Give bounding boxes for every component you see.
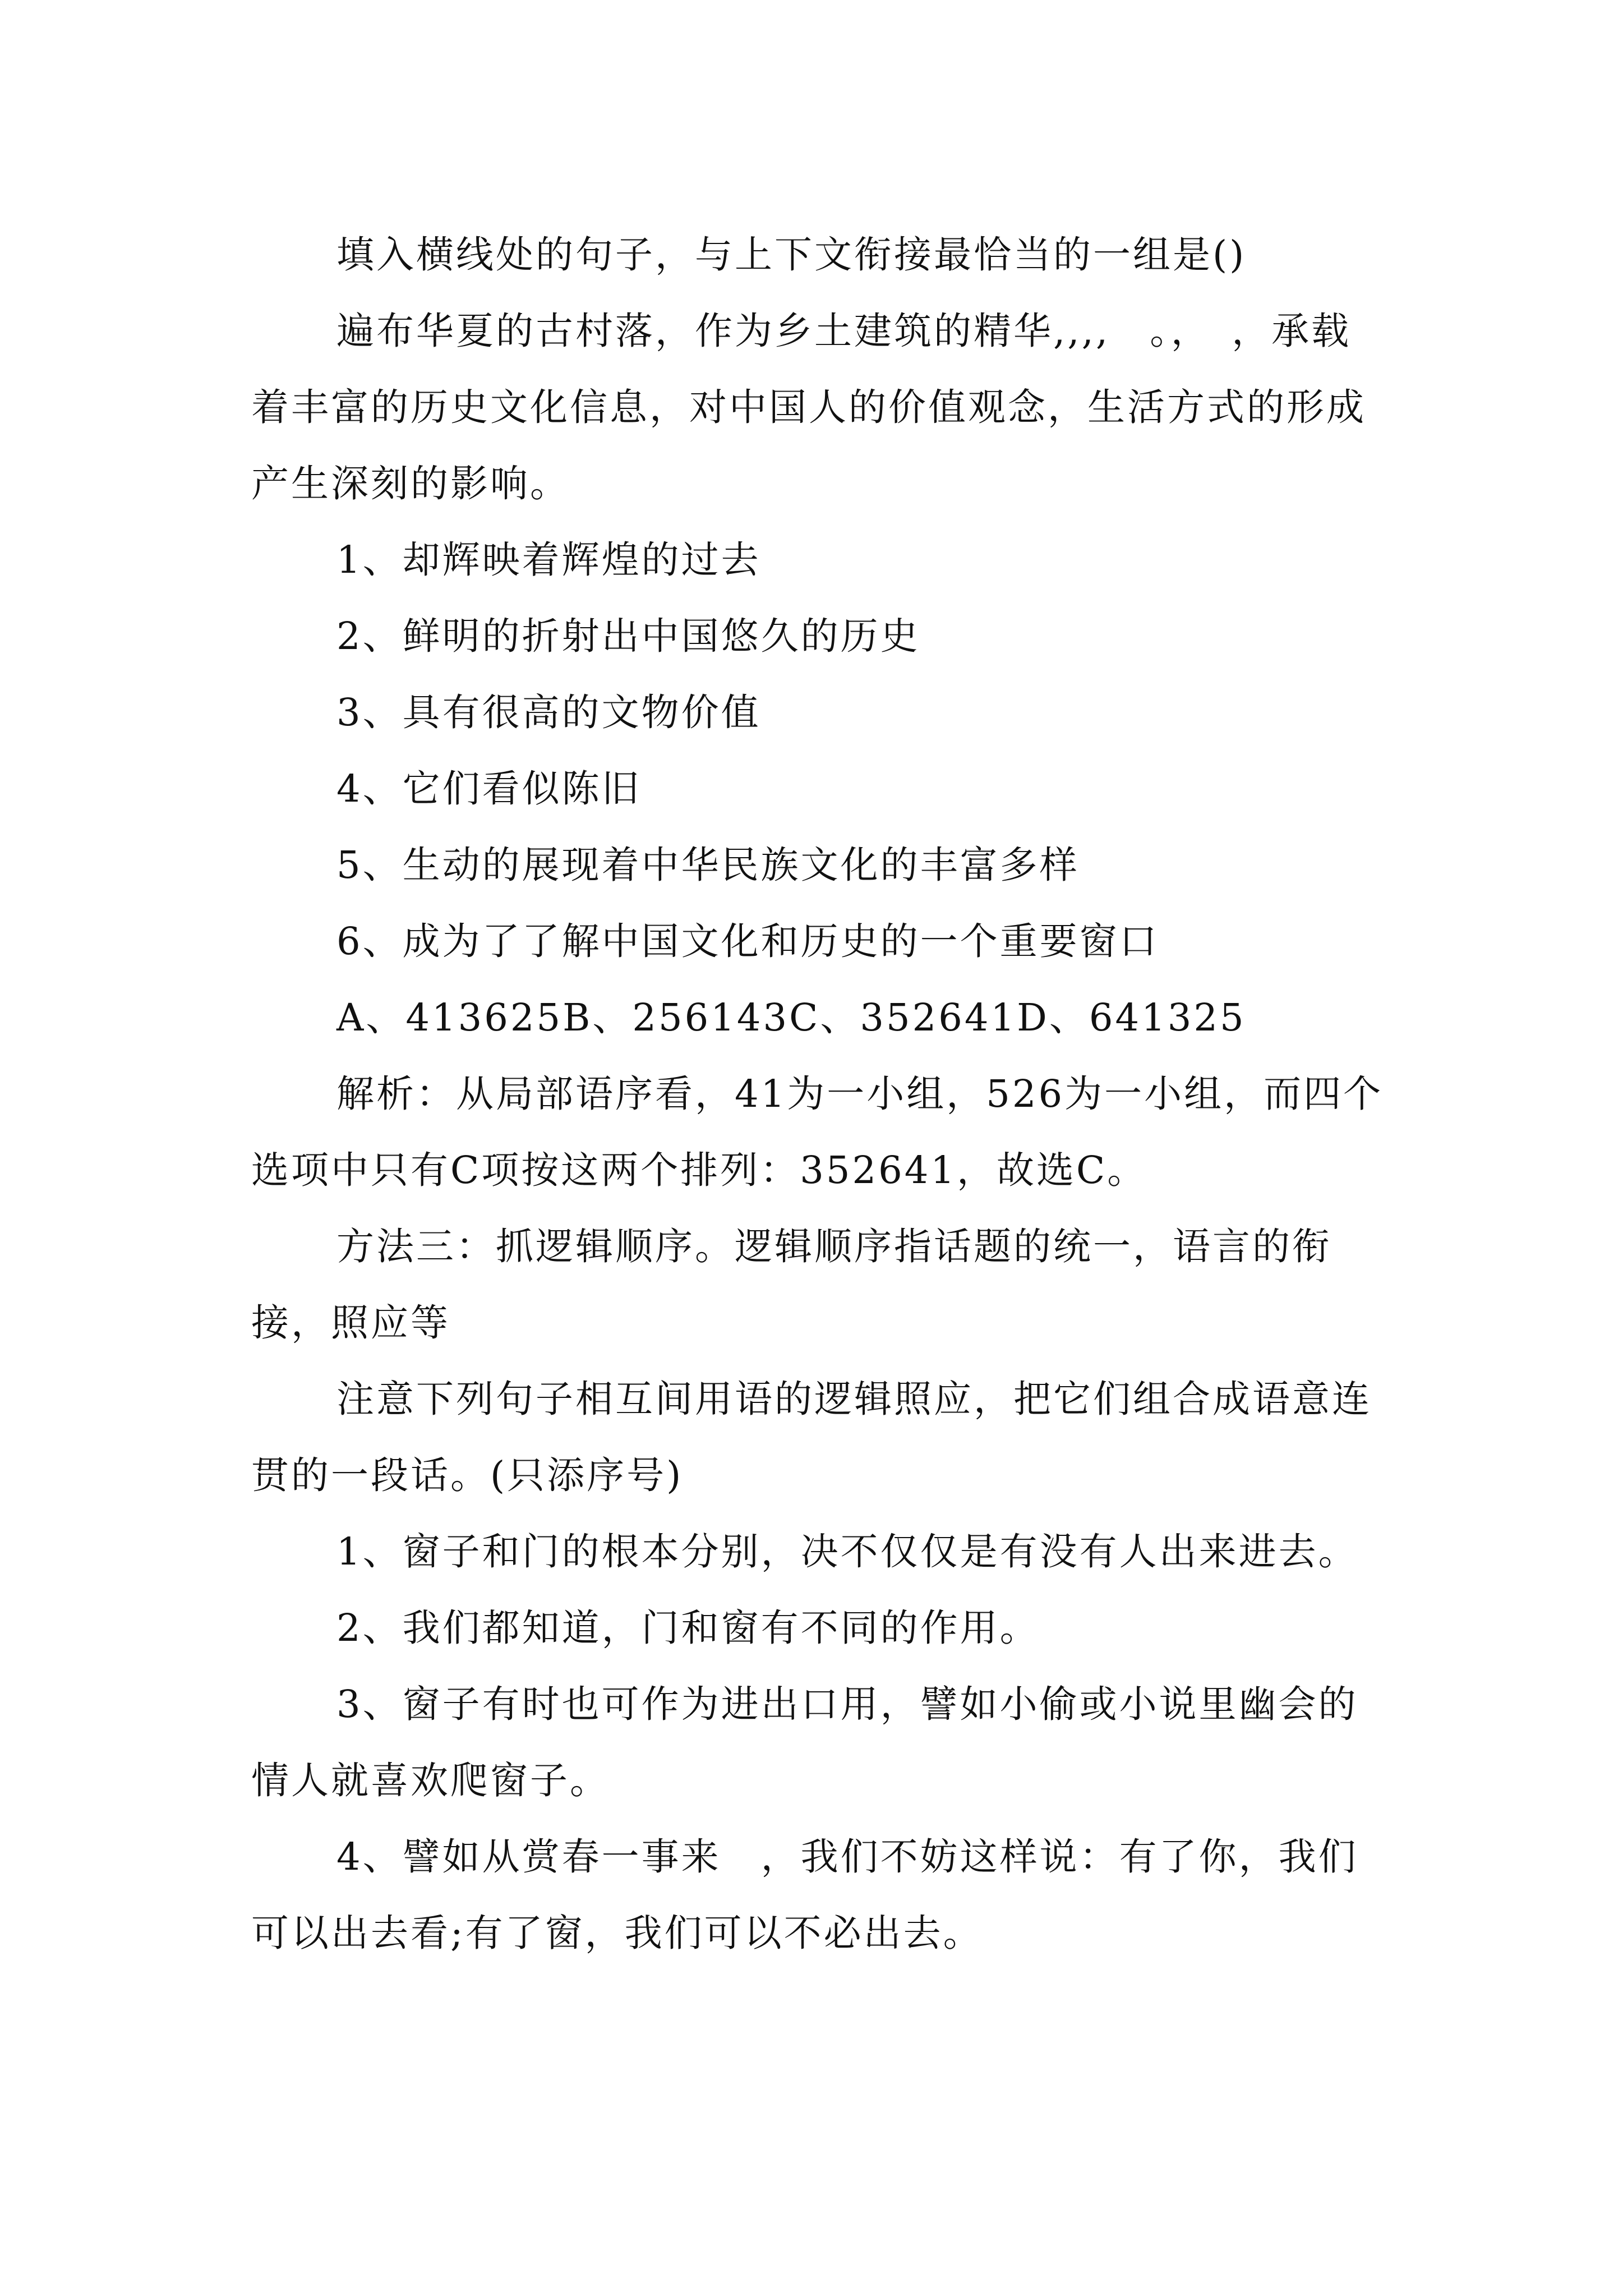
option-item-1: 1、却辉映着辉煌的过去 [336, 538, 761, 582]
document-body [251, 217, 1390, 1971]
exercise-prompt: 注意下列句子相互间用语的逻辑照应，把它们组合成语意连贯的一段话。(只添序号) [251, 1377, 1372, 1497]
answer-choices: A、413625B、256143C、352641D、641325 [336, 996, 1246, 1039]
passage-paragraph: 遍布华夏的古村落，作为乡土建筑的精华,,,, 。， ，承载着丰富的历史文化信息，对中国人的价值观念，生活方式的形成产生深刻的影响。 [251, 309, 1366, 505]
sentence-item-3: 3、窗子有时也可作为进出口用，譬如小偷或小说里幽会的情人就喜欢爬窗子。 [251, 1682, 1358, 1802]
option-item-3: 3、具有很高的文物价值 [336, 691, 761, 734]
analysis-paragraph: 解析：从局部语序看，41为一小组，526为一小组，而四个选项中只有C项按这两个排列：352641，故选C。 [251, 1072, 1384, 1192]
option-item-5: 5、生动的展现着中华民族文化的丰富多样 [336, 843, 1080, 887]
sentence-item-2: 2、我们都知道，门和窗有不同的作用。 [336, 1606, 1040, 1650]
option-item-2: 2、鲜明的折射出中国悠久的历史 [336, 614, 920, 658]
sentence-item-4: 4、譬如从赏春一事来 ，我们不妨这样说：有了你，我们可以出去看;有了窗，我们可以不必出去。 [251, 1835, 1358, 1955]
option-item-4: 4、它们看似陈旧 [336, 767, 642, 811]
option-item-6: 6、成为了了解中国文化和历史的一个重要窗口 [336, 919, 1159, 963]
sentence-item-1: 1、窗子和门的根本分别，决不仅仅是有没有人出来进去。 [336, 1530, 1358, 1573]
method-three-heading: 方法三：抓逻辑顺序。逻辑顺序指话题的统一，语言的衔接，照应等 [251, 1225, 1332, 1345]
question-prompt: 填入横线处的句子，与上下文衔接最恰当的一组是() [336, 233, 1247, 277]
